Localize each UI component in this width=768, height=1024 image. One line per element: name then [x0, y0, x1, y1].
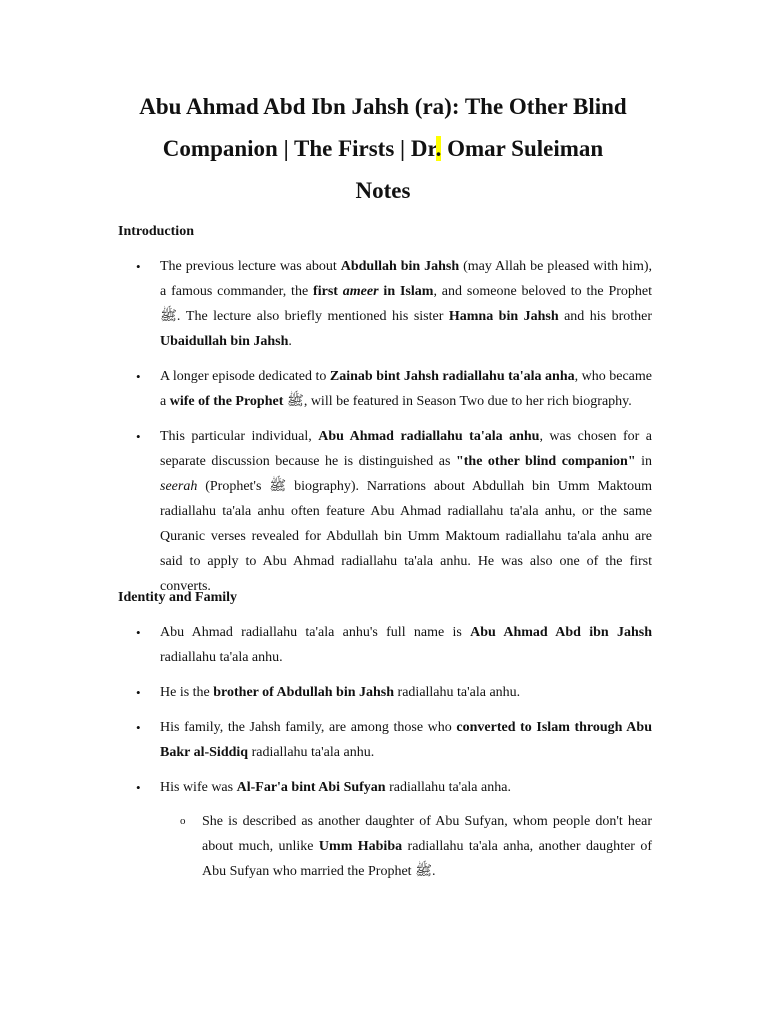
text: , and someone beloved to the Prophet [433, 284, 653, 299]
bold-text: Ubaidullah bin Jahsh [160, 334, 289, 349]
title-line-3: Notes [355, 178, 411, 203]
text: This particular individual, [160, 429, 319, 444]
bold-text: Hamna bin Jahsh [448, 309, 559, 324]
title-line-2b: Omar Suleiman [441, 136, 604, 161]
text: His family, the Jahsh family, are among those who [160, 720, 457, 735]
text: in [635, 454, 653, 469]
list-item [118, 364, 652, 414]
honorific-glyph: ﷺ [283, 394, 304, 409]
text: The previous lecture was about [160, 259, 341, 274]
text: His wife was [160, 780, 237, 795]
text: , was chosen for a separate discussion because he is distinguished as [160, 429, 653, 469]
bullet-icon: • [136, 625, 141, 640]
introduction-list [118, 254, 652, 599]
bullet-icon: • [136, 685, 141, 700]
bold-text: brother of Abdullah bin Jahsh [213, 685, 395, 700]
identity-sublist [160, 809, 652, 884]
text: and his brother [558, 309, 653, 324]
list-item [118, 775, 652, 800]
bold-text: in Islam [378, 284, 434, 299]
text: , will be featured in Season Two due to her rich biography. [303, 394, 632, 409]
honorific-glyph: ﷺ [269, 479, 287, 494]
honorific-glyph: ﷺ [160, 309, 177, 324]
bullet-icon: • [136, 369, 141, 384]
text: . [432, 864, 436, 879]
italic-text: seerah [160, 479, 198, 494]
list-item [118, 715, 652, 765]
title-line-1: Abu Ahmad Abd Ibn Jahsh (ra): The Other Blind [139, 94, 627, 119]
bold-text: Abdullah bin Jahsh [340, 259, 460, 274]
bullet-icon: • [136, 259, 141, 274]
text: A longer episode dedicated to [160, 369, 330, 384]
list-item [118, 424, 652, 599]
circle-bullet-icon: o [180, 815, 186, 827]
bold-text: converted to Islam through Abu Bakr al-Siddiq [160, 720, 652, 760]
title-line-2a: Companion | The Firsts | Dr [162, 136, 436, 161]
honorific-glyph: ﷺ [415, 864, 432, 879]
bold-text: Al-Far'a bint Abi Sufyan [236, 780, 386, 795]
bold-text: "the other blind companion" [455, 454, 636, 469]
text: biography). Narrations about Abdullah bin Umm Maktoum radiallahu ta'ala anhu often feature Abu Ahmad radiallahu ta'ala anhu, or the same Quranic verses revealed for Abdullah bin Umm Maktoum radiallahu ta'ala anhu are said to apply to Abu Ahmad radiallahu ta'ala anhu. He was also one of the first converts. [160, 479, 652, 594]
text: (Prophet's [197, 479, 270, 494]
list-item [118, 680, 652, 705]
text: radiallahu ta'ala anha. [385, 780, 511, 795]
section-heading-identity: Identity and Family [118, 590, 238, 605]
text: , who became a [160, 369, 653, 409]
text: radiallahu ta'ala anha, another daughter of Abu Sufyan who married the Prophet [202, 839, 653, 879]
identity-list [118, 620, 652, 800]
bold-text: Abu Ahmad Abd ibn Jahsh [470, 625, 653, 640]
list-item [118, 620, 652, 670]
bold-text: wife of the Prophet [169, 394, 284, 409]
text: . The lecture also briefly mentioned his sister [176, 309, 449, 324]
document-title [100, 86, 666, 212]
text: She is described as another daughter of Abu Sufyan, whom people don't hear about much, unlike [202, 814, 652, 854]
bold-text: Abu Ahmad radiallahu ta'ala anhu [318, 429, 540, 444]
bullet-icon: • [136, 720, 141, 735]
bullet-icon: • [136, 429, 141, 444]
bold-text: Umm Habiba [318, 839, 403, 854]
text: radiallahu ta'ala anhu. [248, 745, 375, 760]
list-item [160, 809, 652, 884]
title-highlight: . [435, 136, 442, 161]
bold-italic-text: ameer [342, 284, 379, 299]
text: He is the [160, 685, 214, 700]
section-heading-introduction: Introduction [118, 224, 194, 239]
text: radiallahu ta'ala anhu. [394, 685, 521, 700]
text: Abu Ahmad radiallahu ta'ala anhu's full name is [160, 625, 471, 640]
text: . [288, 334, 292, 349]
list-item [118, 254, 652, 354]
bold-text: Zainab bint Jahsh radiallahu ta'ala anha [329, 369, 575, 384]
bullet-icon: • [136, 780, 141, 795]
text: (may Allah be pleased with him), a famous commander, the [160, 259, 652, 299]
bold-text: first [313, 284, 343, 299]
text: radiallahu ta'ala anhu. [160, 650, 283, 665]
